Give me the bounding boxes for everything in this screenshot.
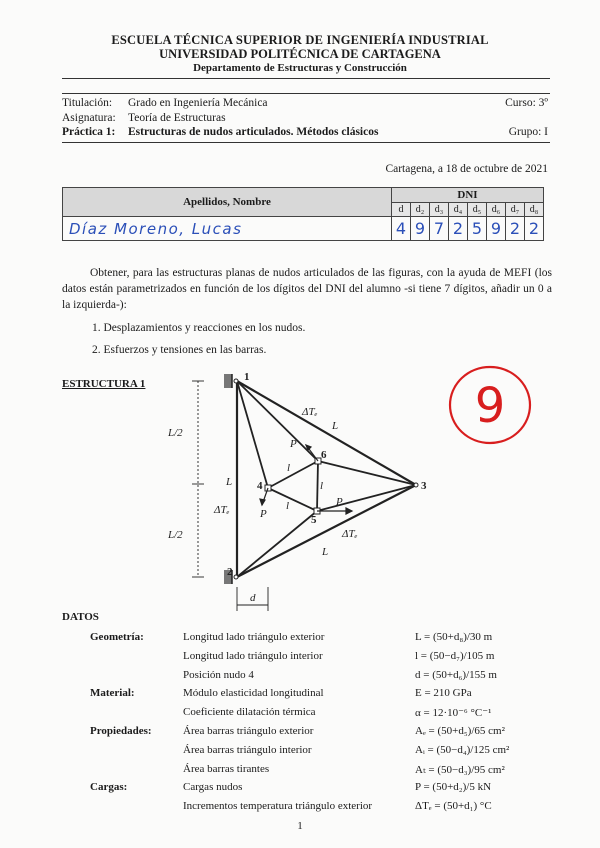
label-node-4: 4 [257,480,263,492]
datos-value: L = (50+d₈)/30 m [415,631,493,643]
structure-diagram [150,365,450,617]
support-node-1 [224,374,238,388]
label-P-2: P [260,508,267,520]
department-name: Departamento de Estructuras y Construcción [193,62,407,74]
dni-digit: 2 [506,217,525,241]
label-half-2: L/2 [168,529,183,541]
titulacion-label: Titulación: [62,97,113,109]
list-item: 2. Esfuerzos y tensiones en las barras. [92,344,267,356]
datos-value: l = (50−d₇)/105 m [415,649,495,662]
datos-category: Cargas: [90,781,128,794]
label-L-left: L [226,476,233,488]
label-dT-left: ΔTₑ [214,504,230,516]
page-number: 1 [297,820,303,832]
grade-circle [446,362,534,448]
datos-category: Propiedades: [90,725,152,737]
dni-header: DNI [392,188,544,203]
datos-value: E = 210 GPa [415,687,472,700]
label-P-3: P [336,496,343,508]
datos-description: Longitud lado triángulo exterior [183,631,325,643]
titulacion-value: Grado en Ingeniería Mecánica [128,97,268,109]
dni-digit: 9 [411,217,430,241]
label-d: d [250,592,256,604]
label-l-2: l [320,480,324,492]
digit-header: d₇ [506,203,525,217]
datos-value: α = 12·10⁻⁶ °C⁻¹ [415,707,492,720]
name-header: Apellidos, Nombre [63,188,392,217]
grade-value: 9 [474,378,506,434]
date-line: Cartagena, a 18 de octubre de 2021 [385,163,548,175]
student-name-handwritten: Díaz Moreno, Lucas [63,217,392,241]
datos-description: Módulo elasticidad longitudinal [183,687,324,700]
datos-value: ΔTₑ = (50+d₁) °C [415,800,492,813]
datos-category: Geometría: [90,631,144,643]
university-name: UNIVERSIDAD POLITÉCNICA DE CARTAGENA [159,47,441,61]
dni-digit: 2 [449,217,468,241]
grupo: Grupo: I [508,126,548,138]
digit-header: d₄ [449,203,468,217]
label-L-top: L [332,420,339,432]
dni-digit: 7 [430,217,449,241]
node-3 [414,483,418,487]
curso: Curso: 3º [505,97,548,109]
label-P-1: P [290,438,297,450]
dni-digit: 2 [525,217,544,241]
datos-description: Área barras triángulo exterior [183,725,314,737]
label-dT-top: ΔTₑ [302,406,318,418]
datos-value: Aₜ = (50−d₃)/95 cm² [415,763,505,776]
student-table [62,187,544,241]
label-node-3: 3 [421,480,427,492]
datos-value: d = (50+d₆)/155 m [415,668,497,681]
datos-value: Aₑ = (50+d₅)/65 cm² [415,725,505,737]
datos-description: Posición nudo 4 [183,668,254,681]
datos-description: Cargas nudos [183,781,243,794]
label-half-1: L/2 [168,427,183,439]
datos-description: Longitud lado triángulo interior [183,649,323,662]
label-node-5: 5 [311,514,317,526]
datos-description: Área barras tirantes [183,762,270,775]
datos-description: Incrementos temperatura triángulo exterior [183,800,373,813]
header-rule [62,78,550,79]
label-l-3: l [286,500,290,512]
structure-title: ESTRUCTURA 1 [62,378,146,390]
list-item: 1. Desplazamientos y reacciones en los nudos. [92,322,306,334]
datos-description: Coeficiente dilatación térmica [183,706,316,719]
datos-value: Aᵢ = (50−d₄)/125 cm² [415,743,510,756]
label-node-6: 6 [321,449,327,461]
intro-paragraph: Obtener, para las estructuras planas de nudos articulados de las figuras, con la ayuda de MEFI (los datos están parametrizados en función de los dígitos del DNI del alumno -si tiene 7 dígitos, añadir un 0 a la izquierda-): [62,267,552,311]
label-node-2: 2 [227,566,233,578]
label-l-1: l [287,462,291,474]
dni-digit: 9 [487,217,506,241]
asignatura-label: Asignatura: [62,112,116,124]
digit-header: d₈ [525,203,544,217]
datos-title: DATOS [62,611,99,623]
school-name: ESCUELA TÉCNICA SUPERIOR DE INGENIERÍA INDUSTRIAL [111,33,489,47]
digit-header: d₂ [411,203,430,217]
digit-header: d₆ [487,203,506,217]
label-L-bottom: L [322,546,329,558]
meta-top-rule [62,93,550,94]
datos-description: Área barras triángulo interior [183,743,312,756]
asignatura-value: Teoría de Estructuras [128,112,226,124]
dni-digit: 4 [392,217,411,241]
dni-digit: 5 [468,217,487,241]
datos-value: P = (50+d₂)/5 kN [415,781,492,794]
meta-bottom-rule [62,142,550,143]
label-node-1: 1 [244,371,250,383]
digit-header: d [392,203,411,217]
datos-category: Material: [90,687,135,700]
label-dT-bottom: ΔTₑ [342,528,358,540]
digit-header: d₃ [430,203,449,217]
digit-header: d₅ [468,203,487,217]
practica-value: Estructuras de nudos articulados. Métodos clásicos [128,126,379,138]
practica-label: Práctica 1: [62,126,116,138]
